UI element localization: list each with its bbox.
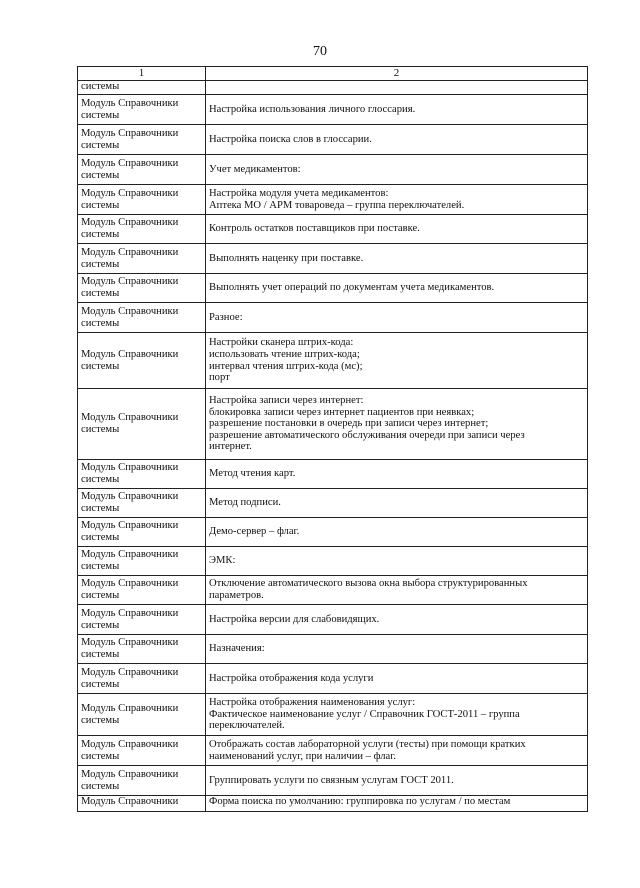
table-row (78, 303, 588, 333)
setting-cell-line: разрешение автоматического обслуживания очереди при записи через (209, 429, 525, 441)
module-cell (78, 333, 206, 389)
table-row (78, 215, 588, 244)
setting-cell (206, 81, 588, 95)
module-cell (78, 796, 206, 812)
setting-cell-line: Настройка версии для слабовидящих. (209, 613, 380, 625)
module-cell (78, 389, 206, 460)
setting-cell (206, 518, 588, 547)
setting-cell-line: интервал чтения штрих-кода (мс); (209, 360, 363, 372)
setting-cell-line: Настройка модуля учета медикаментов: (209, 187, 389, 199)
module-cell-line: Модуль Справочники (81, 578, 179, 590)
setting-cell (206, 576, 588, 605)
table-row (78, 125, 588, 155)
setting-cell (206, 489, 588, 518)
setting-cell-line: Отображать состав лабораторной услуги (тесты) при помощи кратких (209, 738, 526, 750)
table-row (78, 460, 588, 489)
setting-cell (206, 95, 588, 125)
setting-cell-line: ЭМК: (209, 555, 236, 567)
setting-cell-line: Настройка записи через интернет: (209, 395, 364, 407)
table-row (78, 576, 588, 605)
table-row (78, 155, 588, 185)
module-cell (78, 736, 206, 766)
module-cell (78, 547, 206, 576)
setting-cell (206, 244, 588, 274)
module-cell-line: системы (81, 317, 120, 329)
module-cell (78, 489, 206, 518)
setting-cell-line: Аптека МО / АРМ товароведа – группа переключателей. (209, 199, 465, 211)
module-cell (78, 185, 206, 215)
setting-cell-line: Настройка использования личного глоссария. (209, 103, 416, 115)
module-cell (78, 576, 206, 605)
module-cell-line: Модуль Справочники (81, 607, 179, 619)
setting-cell (206, 274, 588, 303)
module-cell-line: системы (81, 561, 120, 572)
table-row (78, 518, 588, 547)
module-cell-line: Модуль Справочники (81, 348, 179, 360)
setting-cell-line: Настройка отображения наименования услуг: (209, 697, 416, 709)
module-cell-line: Модуль Справочники (81, 768, 179, 780)
module-cell (78, 605, 206, 635)
table-body (78, 81, 588, 812)
setting-cell-line: Контроль остатков поставщиков при поставке. (209, 223, 420, 235)
module-cell-line: Модуль Справочники (81, 217, 179, 229)
table-row (78, 333, 588, 389)
module-cell-line: системы (81, 288, 120, 299)
setting-cell-line: порт (209, 372, 230, 384)
module-cell-line: Модуль Справочники (81, 491, 179, 503)
table-row (78, 796, 588, 812)
module-cell-line: Модуль Справочники (81, 520, 179, 532)
module-cell-line: системы (81, 424, 120, 435)
module-cell-line: Модуль Справочники (81, 246, 179, 258)
module-cell-line: системы (81, 360, 120, 372)
module-cell-line: Модуль Справочники (81, 666, 179, 678)
setting-cell-line: Форма поиска по умолчанию: группировка по услугам / по местам (209, 796, 511, 807)
setting-cell-line: Выполнять наценку при поставке. (209, 252, 364, 264)
setting-cell-line: Фактическое наименование услуг / Справочник ГОСТ-2011 – группа (209, 708, 520, 720)
module-cell (78, 694, 206, 736)
table-row (78, 605, 588, 635)
setting-cell-line: интернет. (209, 441, 252, 453)
module-cell (78, 303, 206, 333)
table-row (78, 274, 588, 303)
module-cell-line: системы (81, 199, 120, 211)
table-row (78, 95, 588, 125)
module-cell-line: системы (81, 169, 120, 181)
table-row (78, 694, 588, 736)
table-row (78, 766, 588, 796)
module-cell-line: Модуль Справочники (81, 462, 179, 474)
setting-cell (206, 215, 588, 244)
module-cell-line: системы (81, 714, 120, 726)
module-cell-line: системы (81, 258, 120, 270)
setting-cell (206, 766, 588, 796)
module-cell-line: системы (81, 503, 120, 514)
setting-cell-line: Группировать услуги по связным услугам ГОСТ 2011. (209, 774, 454, 786)
setting-cell (206, 605, 588, 635)
setting-cell (206, 796, 588, 812)
setting-cell-line: Разное: (209, 311, 243, 323)
module-cell-line: системы (81, 139, 120, 151)
module-cell (78, 95, 206, 125)
module-cell-line: системы (81, 474, 120, 485)
setting-cell (206, 547, 588, 576)
setting-cell-line: Выполнять учет операций по документам учета медикаментов. (209, 282, 495, 294)
setting-cell (206, 155, 588, 185)
table-row (78, 185, 588, 215)
table-row (78, 244, 588, 274)
table-row (78, 664, 588, 694)
module-cell (78, 215, 206, 244)
module-cell (78, 635, 206, 664)
setting-cell-line: Настройка отображения кода услуги (209, 672, 374, 684)
table-row (78, 736, 588, 766)
module-cell-line: системы (81, 750, 120, 762)
setting-cell (206, 185, 588, 215)
module-cell (78, 460, 206, 489)
column-header-2: 2 (206, 67, 588, 81)
setting-cell-line: разрешение постановки в очередь при записи через интернет; (209, 418, 489, 430)
setting-cell (206, 460, 588, 489)
module-cell-line: системы (81, 619, 120, 631)
module-cell-line: Модуль Справочники (81, 127, 179, 139)
module-cell (78, 125, 206, 155)
settings-table (77, 66, 588, 812)
module-cell-line: Модуль Справочники (81, 637, 179, 649)
module-cell-line: системы (81, 532, 120, 543)
module-cell-line: системы (81, 678, 120, 690)
module-cell-line: Модуль Справочники (81, 796, 179, 807)
setting-cell-line: параметров. (209, 590, 264, 601)
module-cell-line: Модуль Справочники (81, 305, 179, 317)
table-row (78, 81, 588, 95)
setting-cell (206, 125, 588, 155)
setting-cell-line: Учет медикаментов: (209, 163, 301, 175)
setting-cell-line: наименований услуг, при наличии – флаг. (209, 750, 397, 762)
setting-cell-line: Демо-сервер – флаг. (209, 526, 300, 538)
setting-cell-line: Метод подписи. (209, 497, 281, 509)
setting-cell (206, 635, 588, 664)
setting-cell (206, 389, 588, 460)
module-cell-line: системы (81, 649, 120, 660)
setting-cell (206, 303, 588, 333)
table-row (78, 547, 588, 576)
table-row (78, 389, 588, 460)
module-cell (78, 664, 206, 694)
module-cell-line: Модуль Справочники (81, 276, 179, 288)
module-cell-line: системы (81, 229, 120, 240)
module-cell-line: Модуль Справочники (81, 702, 179, 714)
column-header-1: 1 (78, 67, 206, 81)
module-cell-line: Модуль Справочники (81, 97, 179, 109)
module-cell-line: системы (81, 81, 120, 92)
module-cell-line: Модуль Справочники (81, 738, 179, 750)
setting-cell-line: Настройка поиска слов в глоссарии. (209, 133, 372, 145)
module-cell (78, 518, 206, 547)
module-cell-line: системы (81, 109, 120, 121)
table-row (78, 635, 588, 664)
setting-cell-line: блокировка записи через интернет пациентов при неявках; (209, 406, 475, 418)
setting-cell-line: Назначения: (209, 643, 265, 655)
table-row (78, 489, 588, 518)
module-cell-line: Модуль Справочники (81, 157, 179, 169)
setting-cell (206, 736, 588, 766)
module-cell-line: системы (81, 780, 120, 792)
setting-cell (206, 694, 588, 736)
module-cell-line: Модуль Справочники (81, 187, 179, 199)
page-number: 70 (313, 44, 327, 59)
setting-cell-line: использовать чтение штрих-кода; (209, 348, 360, 360)
setting-cell-line: Настройки сканера штрих-кода: (209, 337, 354, 349)
module-cell (78, 81, 206, 95)
setting-cell (206, 333, 588, 389)
module-cell (78, 244, 206, 274)
module-cell (78, 766, 206, 796)
module-cell-line: Модуль Справочники (81, 549, 179, 561)
setting-cell-line: Метод чтения карт. (209, 468, 296, 480)
setting-cell-line: Отключение автоматического вызова окна выбора структурированных (209, 578, 528, 590)
module-cell (78, 155, 206, 185)
table-header-row (78, 67, 588, 81)
module-cell-line: Модуль Справочники (81, 412, 179, 424)
module-cell-line: системы (81, 590, 120, 601)
setting-cell-line: переключателей. (209, 720, 285, 732)
setting-cell (206, 664, 588, 694)
module-cell (78, 274, 206, 303)
